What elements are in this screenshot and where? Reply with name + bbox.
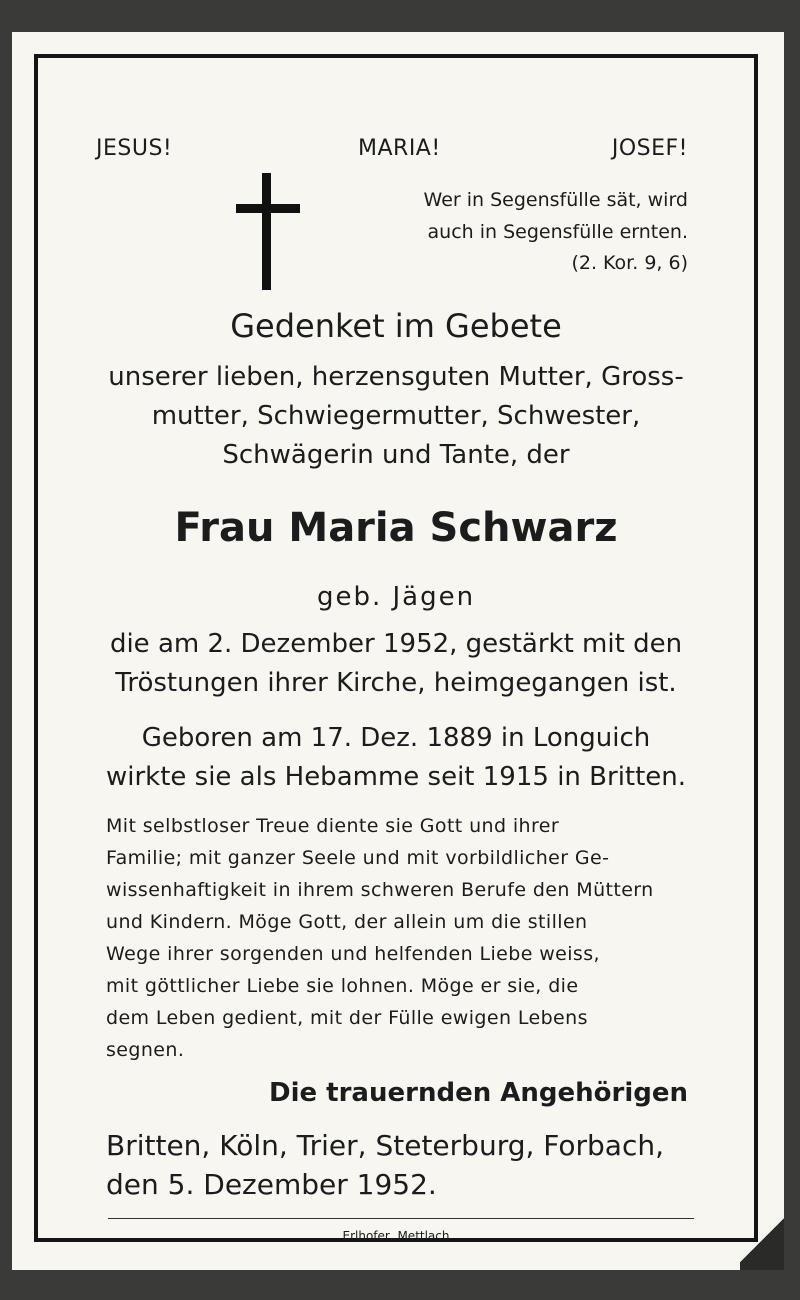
signoff: Die trauernden Angehörigen <box>269 1078 688 1108</box>
intro-title: Gedenket im Gebete <box>230 307 562 345</box>
tribute-line: mit göttlicher Liebe sie lohnen. Möge er sie, die <box>106 975 579 997</box>
quote-line-2: auch in Segensfülle ernten. <box>427 221 688 243</box>
intro-line-1: unserer lieben, herzensguten Mutter, Gross- <box>108 362 684 392</box>
tribute-line: segnen. <box>106 1039 185 1061</box>
tribute-line: Familie; mit ganzer Seele und mit vorbildlicher Ge- <box>106 847 610 869</box>
divider-rule <box>108 1218 694 1219</box>
header-jesus: JESUS! <box>96 136 173 161</box>
corner-shadow <box>740 1210 784 1270</box>
place-line-1: Britten, Köln, Trier, Steterburg, Forbach, <box>106 1129 665 1162</box>
death-line-1: die am 2. Dezember 1952, gestärkt mit den <box>109 629 683 659</box>
quote-line-1: Wer in Segensfülle sät, wird <box>423 189 688 211</box>
quote-reference: (2. Kor. 9, 6) <box>571 252 688 274</box>
tribute-line: wissenhaftigkeit in ihrem schweren Berufe den Müttern <box>106 879 654 901</box>
tribute-line: Wege ihrer sorgenden und helfenden Liebe weiss, <box>106 943 600 965</box>
header-maria: MARIA! <box>358 136 441 161</box>
life-line-2: wirkte sie als Hebamme seit 1915 in Britten. <box>105 762 687 792</box>
tribute-line: Mit selbstloser Treue diente sie Gott und ihrer <box>106 815 560 837</box>
intro-line-3: Schwägerin und Tante, der <box>222 440 570 470</box>
intro-line-2: mutter, Schwiegermutter, Schwester, <box>151 401 641 431</box>
printer-credit: Erlhofer, Mettlach <box>342 1229 450 1243</box>
life-line-1: Geboren am 17. Dez. 1889 in Longuich <box>141 723 651 753</box>
cross-icon-bar <box>236 204 300 213</box>
tribute-line: dem Leben gedient, mit der Fülle ewigen Lebens <box>106 1007 588 1029</box>
deceased-name: Frau Maria Schwarz <box>174 505 618 551</box>
memorial-card <box>12 32 784 1270</box>
place-line-2: den 5. Dezember 1952. <box>106 1168 437 1201</box>
card-border-frame <box>34 54 758 1242</box>
header-josef: JOSEF! <box>611 136 688 161</box>
maiden-name: geb. Jägen <box>316 582 476 612</box>
tribute-line: und Kindern. Möge Gott, der allein um die stillen <box>106 911 588 933</box>
death-line-2: Tröstungen ihrer Kirche, heimgegangen ist. <box>115 668 677 698</box>
cross-icon <box>262 173 271 290</box>
